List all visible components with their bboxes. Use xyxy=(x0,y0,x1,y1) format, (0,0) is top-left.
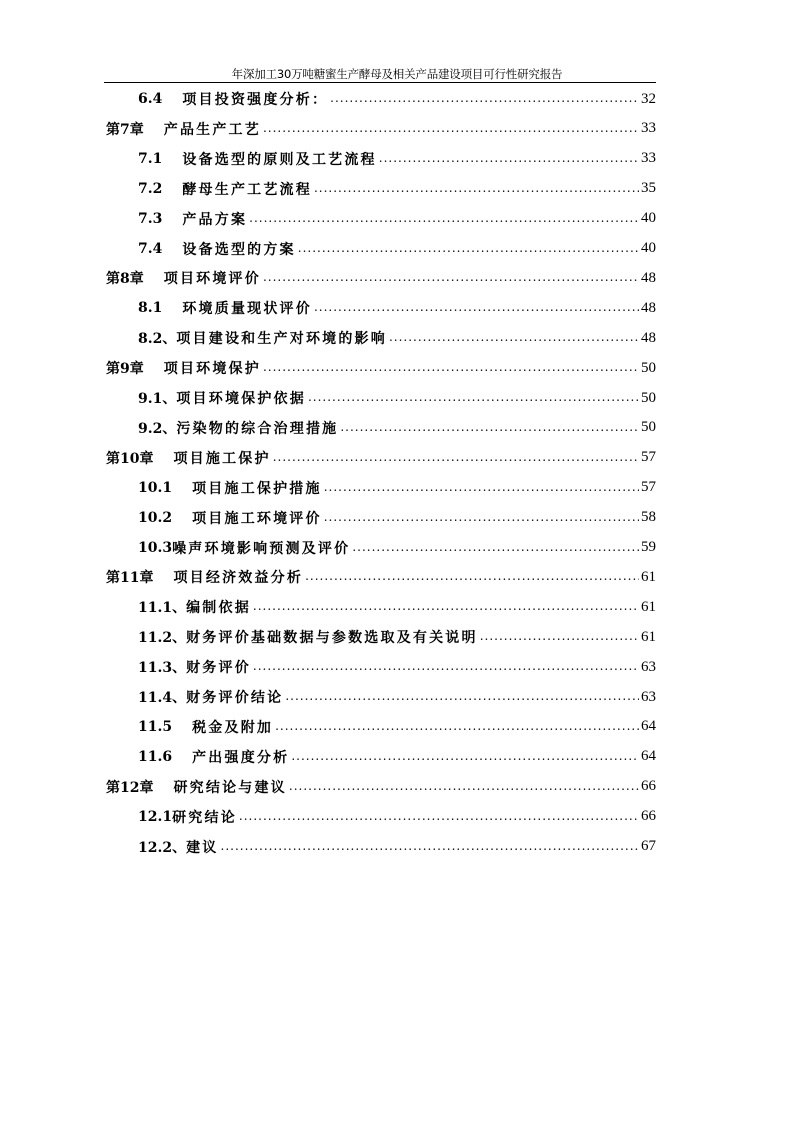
toc-entry-number: 6.4 xyxy=(138,91,163,107)
toc-page-number: 66 xyxy=(641,808,656,825)
toc-entry-number: 8.1 xyxy=(138,300,163,317)
toc-entry-number: 第11章 xyxy=(106,570,154,587)
toc-section-row[interactable] xyxy=(138,88,656,110)
toc-chapter-row[interactable] xyxy=(106,267,656,289)
toc-page-number: 64 xyxy=(641,748,656,765)
toc-page-number: 64 xyxy=(641,718,656,735)
toc-chapter-row[interactable] xyxy=(106,776,656,798)
toc-dot-leader xyxy=(273,451,639,465)
toc-entry-number: 11.6 xyxy=(138,748,173,765)
toc-entry-title: 项目经济效益分析 xyxy=(173,570,304,587)
toc-section-row[interactable] xyxy=(138,208,656,230)
toc-dot-leader xyxy=(308,391,639,405)
toc-section-row[interactable] xyxy=(138,387,656,409)
toc-dot-leader xyxy=(298,242,639,256)
toc-dot-leader xyxy=(263,361,639,375)
toc-section-row[interactable] xyxy=(138,297,656,319)
toc-entry-title: 项目施工保护 xyxy=(173,450,271,467)
header-rule xyxy=(104,82,656,83)
toc-entry-number: 12.1 xyxy=(138,808,173,825)
toc-entry-number: 10.1 xyxy=(138,479,173,496)
toc-entry-title: 财务评价 xyxy=(186,660,251,677)
toc-dot-leader xyxy=(314,301,639,315)
toc-entry-number: 第9章 xyxy=(106,361,144,378)
toc-dot-leader xyxy=(263,122,639,136)
toc-entry-title: 编制依据 xyxy=(186,600,251,617)
toc-entry-title: 项目环境评价 xyxy=(163,271,261,288)
toc-entry-title: 税金及附加 xyxy=(192,719,274,736)
toc-page-number: 61 xyxy=(641,598,656,615)
toc-entry-number: 9.2、 xyxy=(138,420,177,437)
toc-entry-title: 噪声环境影响预测及评价 xyxy=(172,540,351,557)
toc-page-number: 33 xyxy=(641,120,656,137)
toc-entry-title: 项目投资强度分析： xyxy=(182,92,329,108)
toc-page-number: 57 xyxy=(641,479,656,496)
toc-page-number: 40 xyxy=(641,210,656,227)
toc-entry-number: 11.2、 xyxy=(138,630,187,647)
toc-entry-number: 11.5 xyxy=(138,718,173,735)
toc-page-number: 61 xyxy=(641,628,656,645)
toc-dot-leader xyxy=(253,600,639,614)
toc-section-row[interactable] xyxy=(138,806,656,828)
toc-entry-number: 第8章 xyxy=(106,271,144,288)
toc-entry-number: 10.3 xyxy=(138,539,173,556)
toc-entry-title: 项目环境保护 xyxy=(163,361,261,378)
toc-dot-leader xyxy=(253,660,639,674)
toc-section-row[interactable] xyxy=(138,148,656,170)
toc-section-row[interactable] xyxy=(138,537,656,559)
toc-dot-leader xyxy=(330,92,639,106)
toc-dot-leader xyxy=(291,750,639,764)
toc-section-row[interactable] xyxy=(138,626,656,648)
toc-entry-number: 8.2、 xyxy=(138,331,177,348)
toc-dot-leader xyxy=(285,690,639,704)
toc-page-number: 35 xyxy=(641,180,656,197)
toc-dot-leader xyxy=(379,152,639,166)
toc-entry-title: 项目环境保护依据 xyxy=(176,391,306,407)
toc-dot-leader xyxy=(249,212,639,226)
toc-entry-title: 酵母生产工艺流程 xyxy=(182,181,312,198)
toc-entry-title: 产品方案 xyxy=(182,211,248,228)
toc-entry-title: 环境质量现状评价 xyxy=(182,301,312,318)
toc-page-number: 50 xyxy=(641,419,656,436)
toc-dot-leader xyxy=(324,481,639,495)
toc-page-number: 58 xyxy=(641,509,656,526)
toc-section-row[interactable] xyxy=(138,477,656,499)
toc-page-number: 63 xyxy=(641,688,656,705)
toc-chapter-row[interactable] xyxy=(106,566,656,588)
toc-entry-title: 研究结论与建议 xyxy=(173,779,287,796)
toc-dot-leader xyxy=(324,511,639,525)
toc-entry-number: 7.3 xyxy=(138,210,163,227)
toc-entry-title: 产出强度分析 xyxy=(192,749,290,766)
toc-section-row[interactable] xyxy=(138,746,656,768)
toc-dot-leader xyxy=(389,331,639,345)
toc-entry-number: 12.2、 xyxy=(138,839,187,856)
toc-page-number: 50 xyxy=(641,359,656,376)
toc-chapter-row[interactable] xyxy=(106,447,656,469)
toc-entry-number: 9.1、 xyxy=(138,391,177,407)
toc-section-row[interactable] xyxy=(138,507,656,529)
toc-entry-title: 项目建设和生产对环境的影响 xyxy=(176,331,387,348)
toc-entry-title: 设备选型的方案 xyxy=(182,241,296,258)
page-header-title: 年深加工30万吨糖蜜生产酵母及相关产品建设项目可行性研究报告 xyxy=(231,67,563,81)
toc-section-row[interactable] xyxy=(138,327,656,349)
toc-entry-number: 7.2 xyxy=(138,180,163,197)
toc-section-row[interactable] xyxy=(138,686,656,708)
toc-page-number: 59 xyxy=(641,539,656,555)
toc-dot-leader xyxy=(275,720,639,734)
toc-section-row[interactable] xyxy=(138,656,656,678)
toc-page-number: 50 xyxy=(641,389,656,406)
toc-page-number: 67 xyxy=(641,838,656,854)
toc-page-number: 33 xyxy=(641,150,656,167)
toc-dot-leader xyxy=(314,182,639,196)
toc-entry-title: 产品生产工艺 xyxy=(163,121,261,138)
toc-entry-number: 7.1 xyxy=(138,150,163,167)
toc-entry-number: 11.3、 xyxy=(138,660,187,677)
toc-dot-leader xyxy=(239,810,639,824)
toc-entry-number: 7.4 xyxy=(138,240,163,257)
toc-entry-title: 污染物的综合治理措施 xyxy=(176,420,339,437)
toc-entry-number: 10.2 xyxy=(138,509,173,526)
toc-page-number: 32 xyxy=(641,90,656,107)
toc-entry-title: 建议 xyxy=(186,839,219,856)
toc-section-row[interactable] xyxy=(138,836,656,858)
toc-page-number: 48 xyxy=(641,329,656,346)
toc-page-number: 48 xyxy=(641,269,656,286)
toc-entry-title: 设备选型的原则及工艺流程 xyxy=(182,151,377,168)
toc-entry-title: 财务评价结论 xyxy=(186,690,284,706)
toc-dot-leader xyxy=(340,421,639,435)
toc-entry-number: 第7章 xyxy=(106,121,144,138)
toc-entry-number: 第10章 xyxy=(106,450,154,467)
toc-page-number: 57 xyxy=(641,449,656,466)
toc-entry-title: 项目施工环境评价 xyxy=(192,510,322,527)
toc-dot-leader xyxy=(289,780,639,794)
toc-entry-number: 第12章 xyxy=(106,779,154,796)
toc-section-row[interactable] xyxy=(138,596,656,618)
toc-section-row[interactable] xyxy=(138,417,656,439)
toc-dot-leader xyxy=(263,271,639,285)
toc-dot-leader xyxy=(480,630,639,644)
toc-dot-leader xyxy=(221,840,639,854)
toc-section-row[interactable] xyxy=(138,716,656,738)
toc-entry-number: 11.1、 xyxy=(138,600,187,617)
toc-page-number: 63 xyxy=(641,658,656,675)
toc-dot-leader xyxy=(305,570,639,584)
toc-entry-title: 财务评价基础数据与参数选取及有关说明 xyxy=(186,630,478,647)
toc-chapter-row[interactable] xyxy=(106,357,656,379)
toc-entry-title: 研究结论 xyxy=(172,809,237,826)
toc-page-number: 48 xyxy=(641,299,656,316)
toc-chapter-row[interactable] xyxy=(106,118,656,140)
toc-page-number: 61 xyxy=(641,568,656,585)
toc-entry-number: 11.4、 xyxy=(138,690,187,706)
toc-entry-title: 项目施工保护措施 xyxy=(192,480,322,497)
toc-page-number: 40 xyxy=(641,240,656,256)
toc-section-row[interactable] xyxy=(138,238,656,260)
toc-dot-leader xyxy=(352,541,639,555)
toc-page-number: 66 xyxy=(641,778,656,795)
toc-section-row[interactable] xyxy=(138,178,656,200)
